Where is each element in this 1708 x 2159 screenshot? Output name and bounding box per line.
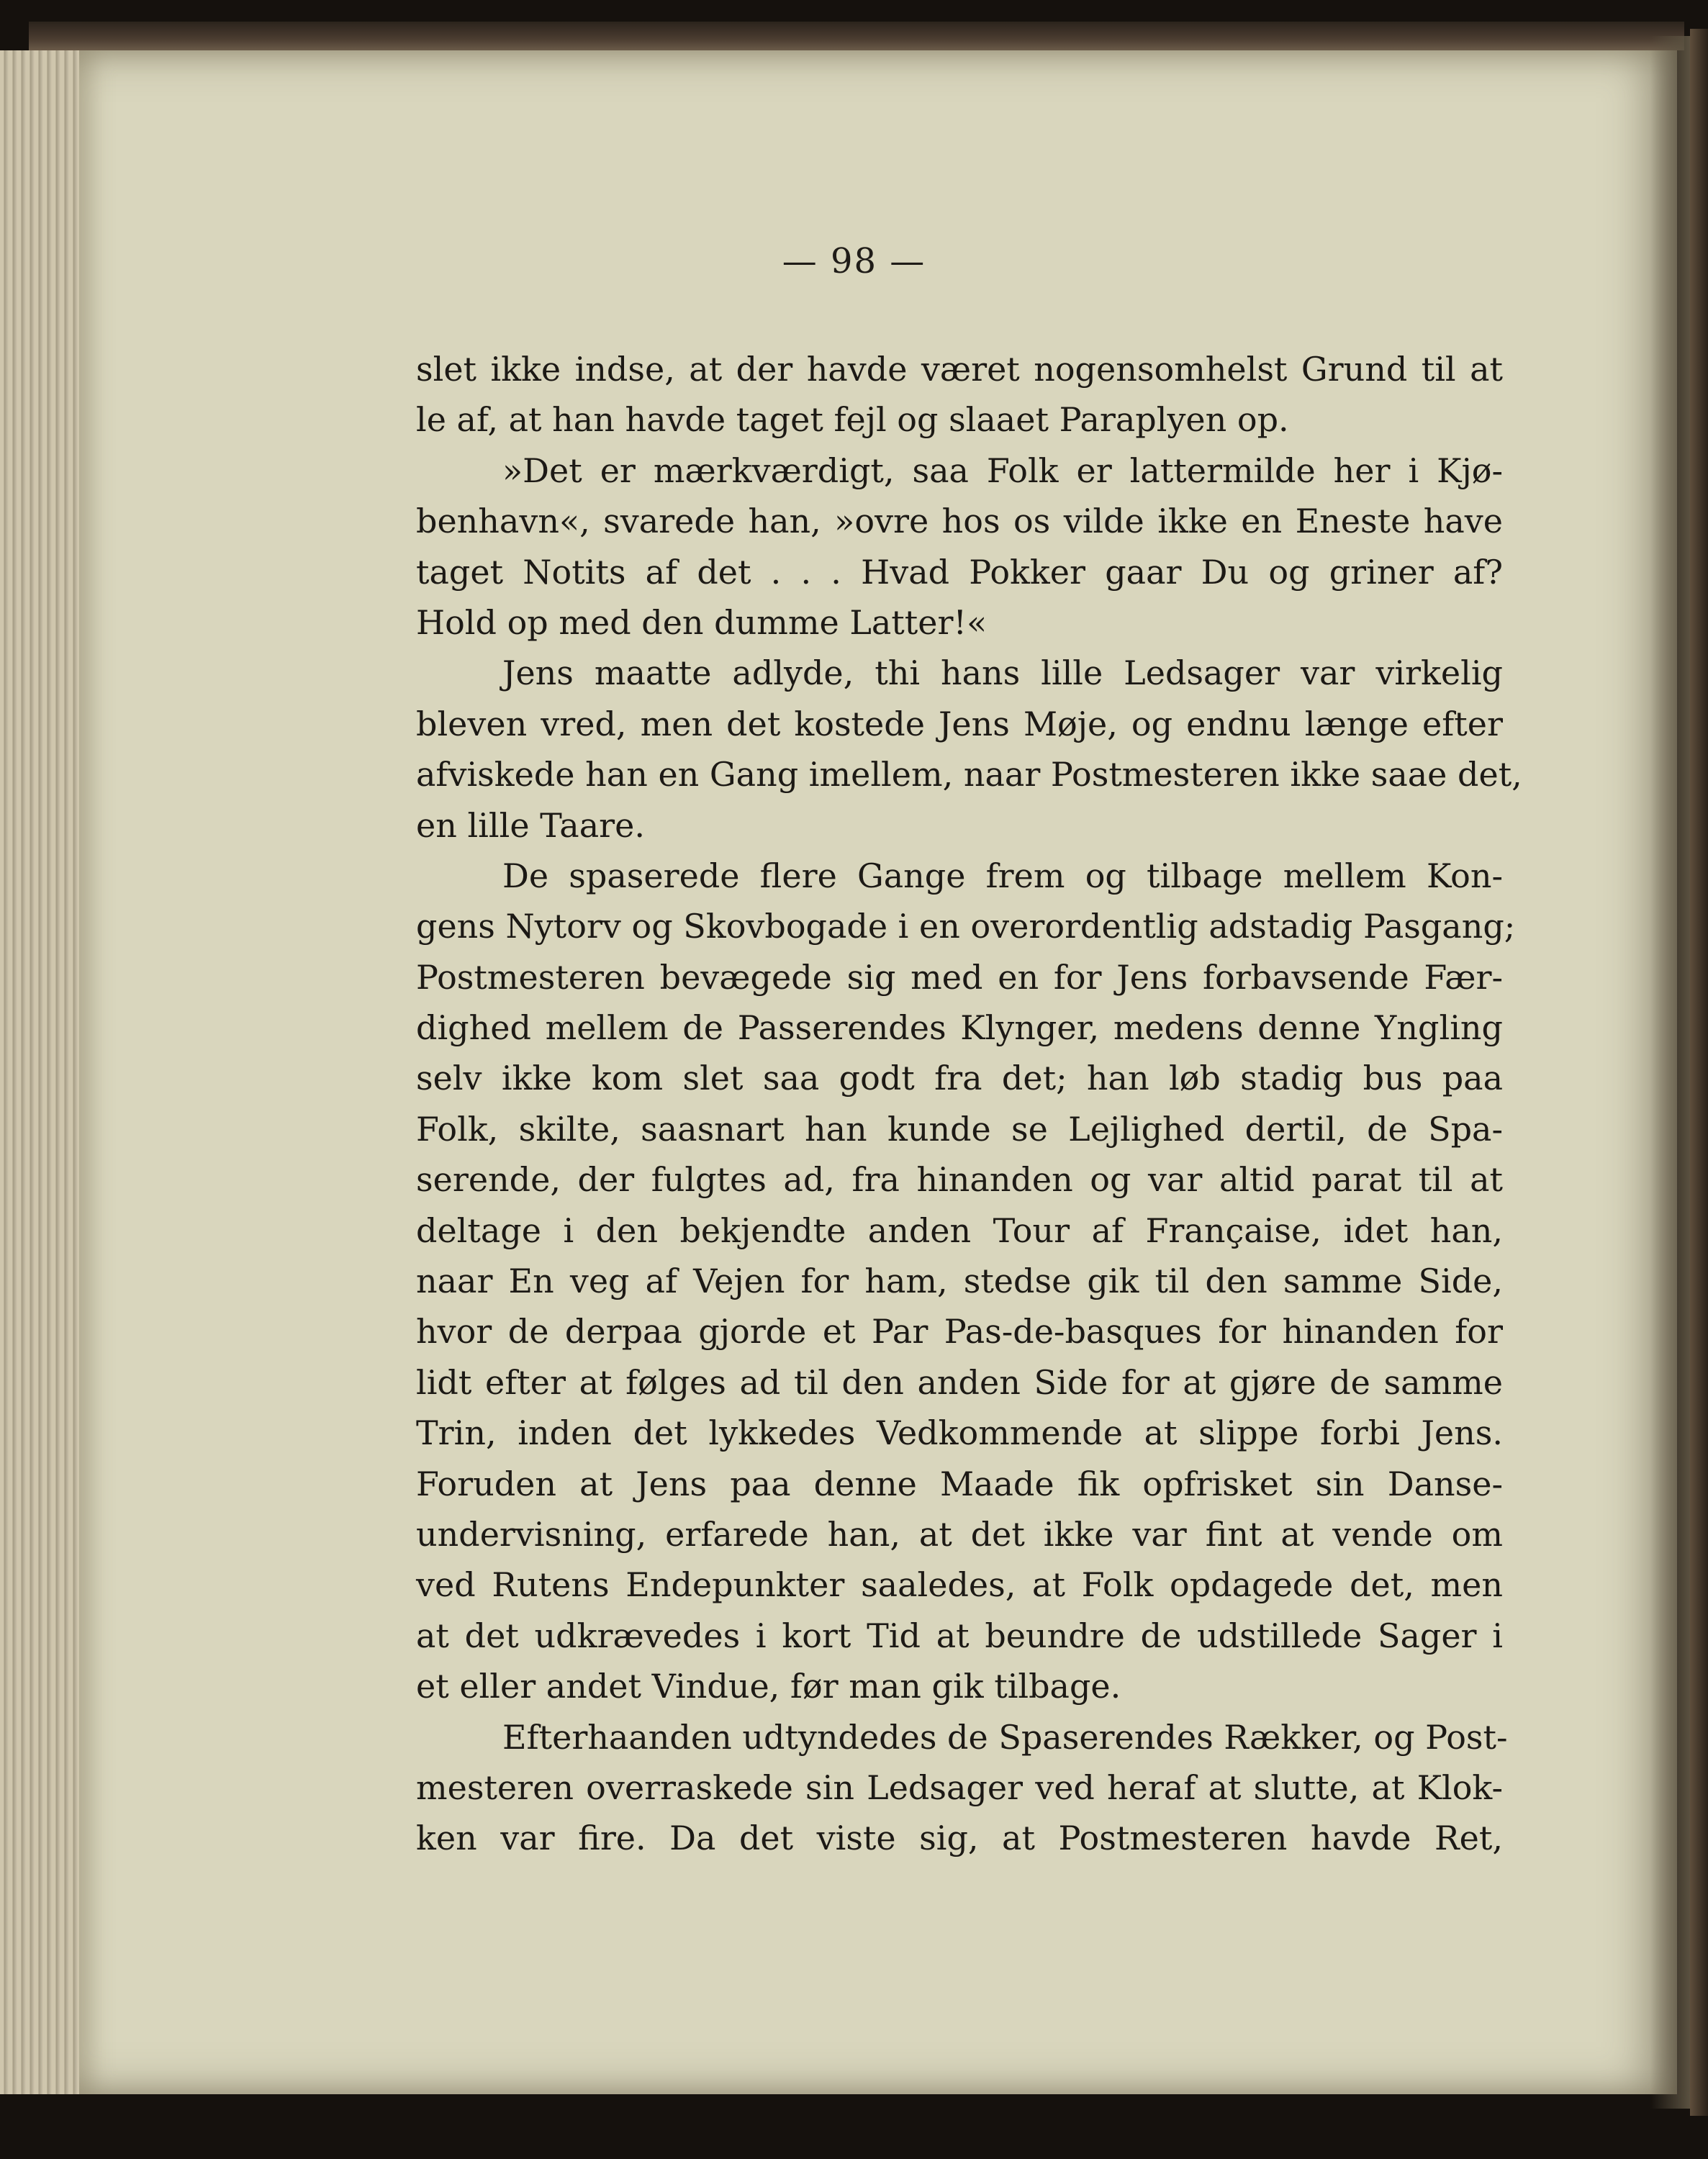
text-line: »Det er mærkværdigt, saa Folk er lattermilde her i Kjø-	[502, 451, 1503, 490]
text-line: naar En veg af Vejen for ham, stedse gik til den samme Side,	[416, 1262, 1503, 1301]
text-line: en lille Taare.	[416, 805, 645, 845]
text-line: bleven vred, men det kostede Jens Møje, og endnu længe efter	[416, 704, 1503, 743]
text-line: benhavn«, svarede han, »ovre hos os vilde ikke en Eneste have	[416, 502, 1503, 541]
text-line: selv ikke kom slet saa godt fra det; han løb stadig bus paa	[416, 1059, 1503, 1098]
text-line: dighed mellem de Passerendes Klynger, medens denne Yngling	[416, 1008, 1503, 1048]
book-right-edge	[1690, 29, 1708, 2116]
body-text	[416, 344, 1522, 1864]
text-line: serende, der fulgtes ad, fra hinanden og var altid parat til at	[416, 1160, 1503, 1200]
text-line: ved Rutens Endepunkter saaledes, at Folk opdagede det, men	[416, 1565, 1503, 1605]
text-line: Hold op med den dumme Latter!«	[416, 602, 988, 642]
text-line: at det udkrævedes i kort Tid at beundre de udstillede Sager i	[416, 1616, 1503, 1655]
gutter-shadow	[1650, 36, 1690, 2109]
text-line: Postmesteren bevægede sig med en for Jens forbavsende Fær-	[416, 957, 1503, 997]
text-line: mesteren overraskede sin Ledsager ved heraf at slutte, at Klok-	[416, 1768, 1503, 1807]
text-line: De spaserede flere Gange frem og tilbage mellem Kon-	[502, 856, 1503, 895]
text-line: Folk, skilte, saasnart han kunde se Lejlighed dertil, de Spa-	[416, 1109, 1503, 1149]
text-line: ken var fire. Da det viste sig, at Postmesteren havde Ret,	[416, 1819, 1503, 1858]
text-line: et eller andet Vindue, før man gik tilbage.	[416, 1667, 1121, 1706]
text-line: Efterhaanden udtyndedes de Spaserendes Rækker, og Post-	[502, 1717, 1508, 1757]
text-line: undervisning, erfarede han, at det ikke var fint at vende om	[416, 1514, 1503, 1554]
text-line: le af, at han havde taget fejl og slaaet Paraplyen op.	[416, 400, 1289, 440]
text-line: deltage i den bekjendte anden Tour af Française, idet han,	[416, 1210, 1503, 1250]
text-line: gens Nytorv og Skovbogade i en overordentlig adstadig Pasgang;	[416, 907, 1516, 946]
text-line: hvor de derpaa gjorde et Par Pas-de-basques for hinanden for	[416, 1312, 1503, 1352]
text-line: lidt efter at følges ad til den anden Side for at gjøre de samme	[416, 1362, 1503, 1402]
book-top-edge	[29, 22, 1684, 50]
text-line: afviskede han en Gang imellem, naar Postmesteren ikke saae det,	[416, 755, 1522, 795]
text-line: Trin, inden det lykkedes Vedkommende at slippe forbi Jens.	[416, 1413, 1503, 1453]
page-number: — 98 —	[782, 241, 926, 281]
text-line: taget Notits af det . . . Hvad Pokker gaar Du og griner af?	[416, 552, 1503, 592]
text-line: Foruden at Jens paa denne Maade fik opfrisket sin Danse-	[416, 1464, 1503, 1503]
text-line: Jens maatte adlyde, thi hans lille Ledsager var virkelig	[502, 653, 1503, 693]
text-line: slet ikke indse, at der havde været nogensomhelst Grund til at	[416, 350, 1503, 389]
